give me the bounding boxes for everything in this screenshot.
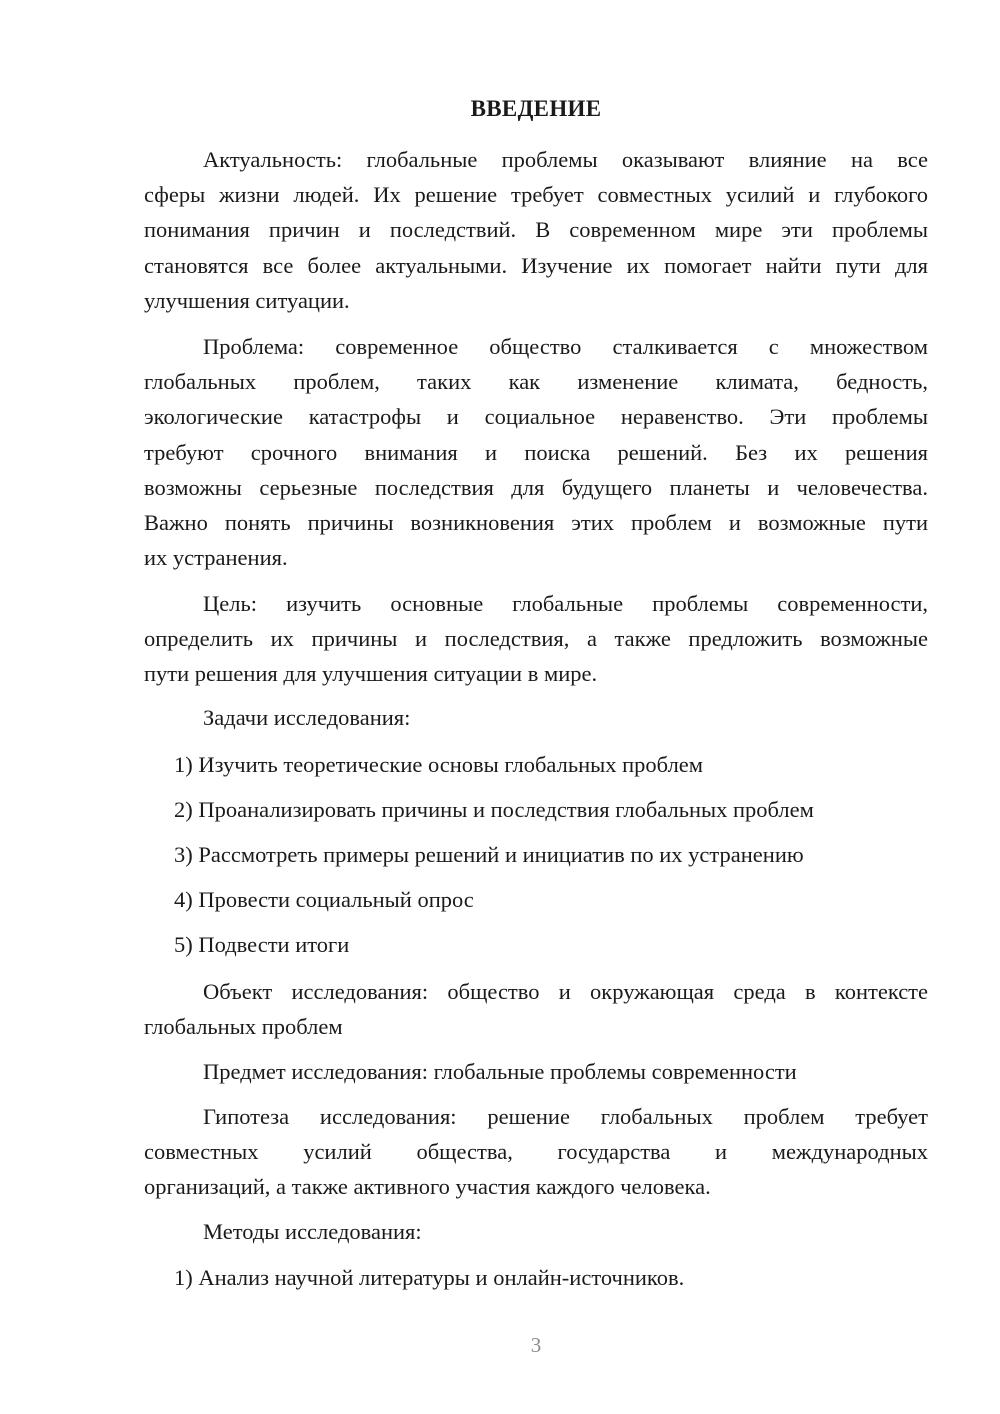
- page-number: 3: [530, 1333, 542, 1357]
- problem-line: глобальных проблем, таких как изменение климата, бедность,: [144, 369, 928, 395]
- object-line: Объект исследования: общество и окружающая среда в контексте: [203, 979, 928, 1004]
- hypothesis-paragraph: [144, 1099, 928, 1205]
- problem-paragraph: [144, 329, 928, 575]
- problem-line: возможны серьезные последствия для будущего планеты и человечества.: [144, 474, 928, 500]
- goal-paragraph: [144, 586, 928, 692]
- method-item: 1) Анализ научной литературы и онлайн-источников.: [174, 1265, 685, 1290]
- goal-line: определить их причины и последствия, а также предложить возможные: [144, 626, 928, 652]
- tasks-heading: Задачи исследования:: [203, 705, 411, 730]
- hypothesis-line: совместных усилий общества, государства и международных: [144, 1139, 928, 1165]
- task-item: 5) Подвести итоги: [174, 932, 350, 957]
- task-item: 1) Изучить теоретические основы глобальных проблем: [174, 752, 704, 777]
- relevance-paragraph: [144, 142, 928, 318]
- task-item: 3) Рассмотреть примеры решений и инициатив по их устранению: [174, 842, 804, 867]
- goal-line: пути решения для улучшения ситуации в мире.: [144, 661, 598, 687]
- relevance-line: Актуальность: глобальные проблемы оказывают влияние на все: [203, 147, 928, 172]
- object-line: глобальных проблем: [144, 1014, 343, 1040]
- problem-line: экологические катастрофы и социальное неравенство. Эти проблемы: [144, 404, 928, 430]
- task-item: 4) Провести социальный опрос: [174, 887, 474, 912]
- relevance-line: улучшения ситуации.: [144, 287, 350, 313]
- relevance-line: становятся все более актуальными. Изучение их помогает найти пути для: [144, 252, 928, 278]
- relevance-line: сферы жизни людей. Их решение требует совместных усилий и глубокого: [144, 182, 928, 208]
- problem-line: Важно понять причины возникновения этих проблем и возможные пути: [144, 510, 928, 536]
- goal-line: Цель: изучить основные глобальные проблемы современности,: [203, 591, 928, 616]
- object-paragraph: [144, 974, 928, 1044]
- problem-line: Проблема: современное общество сталкивается с множеством: [203, 334, 928, 359]
- problem-line: требуют срочного внимания и поиска решений. Без их решения: [144, 439, 928, 465]
- subject-line: Предмет исследования: глобальные проблемы современности: [203, 1059, 797, 1084]
- hypothesis-line: Гипотеза исследования: решение глобальных проблем требует: [203, 1104, 928, 1129]
- hypothesis-line: организаций, а также активного участия каждого человека.: [144, 1174, 711, 1200]
- relevance-line: понимания причин и последствий. В современном мире эти проблемы: [144, 217, 928, 243]
- task-item: 2) Проанализировать причины и последствия глобальных проблем: [174, 797, 814, 822]
- problem-line: их устранения.: [144, 545, 288, 571]
- page-title: ВВЕДЕНИЕ: [470, 96, 602, 121]
- methods-heading: Методы исследования:: [203, 1219, 422, 1244]
